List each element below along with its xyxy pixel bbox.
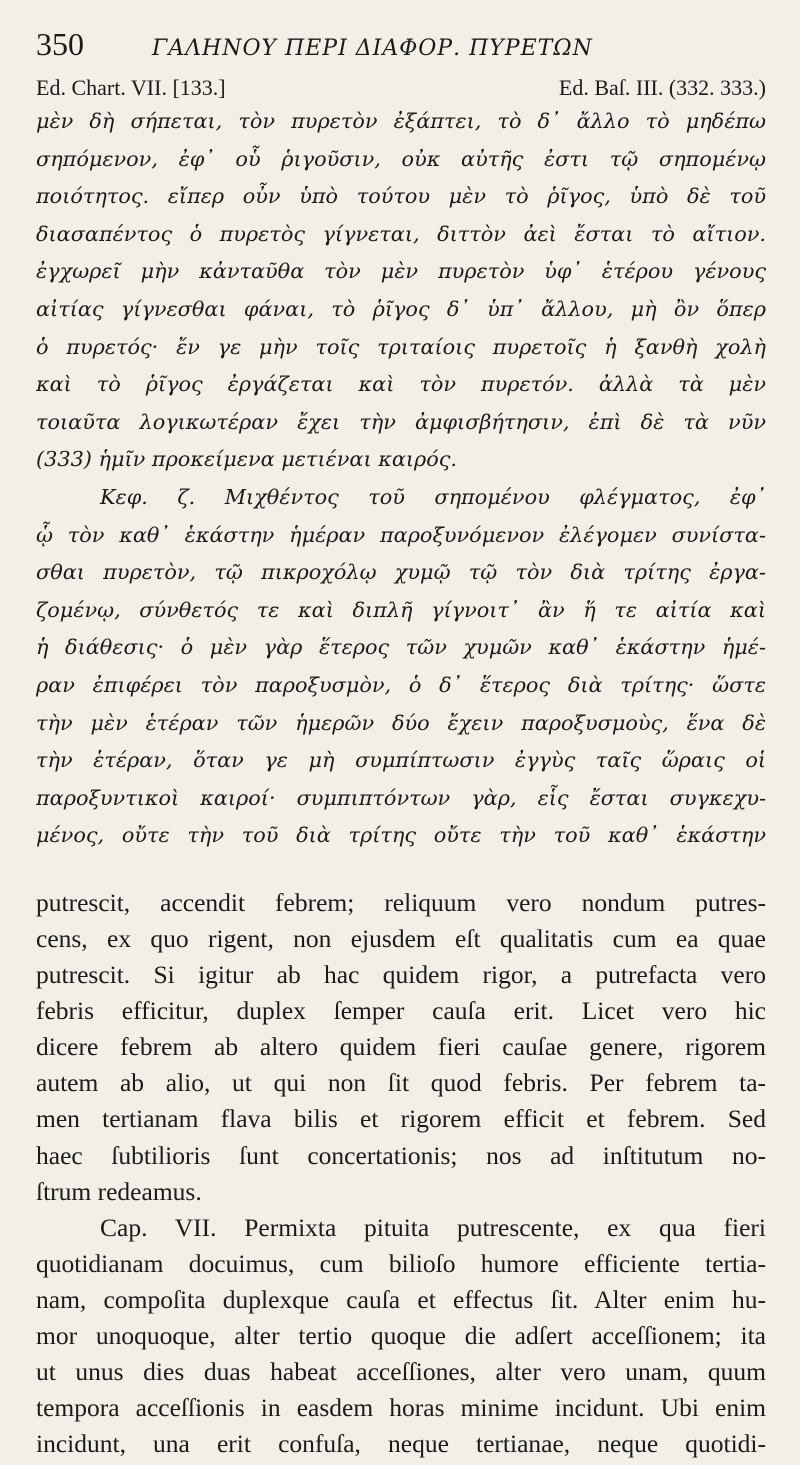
latin-line: ut unus dies duas habeat acceſſiones, alter vero unam, quum	[36, 1357, 766, 1387]
latin-line: ſtrum redeamus.	[36, 1176, 202, 1206]
latin-line: putrescit. Si igitur ab hac quidem rigor, a putrefacta vero	[36, 960, 766, 990]
greek-line: σηπόμενον, ἐφ᾽ οὗ ῥιγοῦσιν, οὐκ αὐτῆς ἐστι τῷ σηπομένῳ	[36, 146, 766, 171]
latin-line: haec ſubtilioris ſunt concertationis; nos ad inſtitutum no-	[36, 1140, 766, 1170]
greek-text-block	[36, 103, 766, 855]
edition-references	[36, 73, 766, 103]
greek-line: διασαπέντος ὁ πυρετὸς γίγνεται, διττὸν ἀεὶ ἔσται τὸ αἴτιον.	[36, 221, 766, 246]
latin-line: nam, compoſita duplexque cauſa et effectus ſit. Alter enim hu-	[36, 1284, 766, 1314]
latin-line: febris efficitur, duplex ſemper cauſa erit. Licet vero hic	[36, 996, 766, 1026]
greek-chapter-heading-line: Κεφ. ζ. Μιχθέντος τοῦ σηπομένου φλέγματος, ἐφ᾽	[100, 484, 766, 509]
greek-line: παροξυντικοὶ καιροί· συμπιπτόντων γὰρ, εἷς ἔσται συγκεχυ-	[36, 785, 766, 810]
greek-line: σθαι πυρετὸν, τῷ πικροχόλῳ χυμῷ τῷ τὸν διὰ τρίτης ἐργα-	[36, 560, 766, 585]
greek-line: μὲν δὴ σήπεται, τὸν πυρετὸν ἐξάπτει, τὸ δ᾽ ἄλλο τὸ μηδέπω	[36, 109, 766, 133]
latin-text-block	[36, 885, 766, 1463]
edition-right: Ed. Baſ. III. (332. 333.)	[558, 75, 766, 100]
greek-line: τοιαῦτα λογικωτέραν ἔχει τὴν ἀμφισβήτησιν, ἐπὶ δὲ τὰ νῦν	[36, 409, 766, 434]
greek-line: τὴν ἑτέραν, ὅταν γε μὴ συμπίπτωσιν ἐγγὺς ταῖς ὥραις οἱ	[36, 748, 766, 773]
greek-line: ᾧ τὸν καθ᾽ ἑκάστην ἡμέραν παροξυνόμενον ἐλέγομεν συνίστα-	[36, 522, 766, 547]
greek-line: ποιότητος. εἴπερ οὖν ὑπὸ τούτου μὲν τὸ ῥῖγος, ὑπὸ δὲ τοῦ	[36, 184, 766, 209]
latin-line: men tertianam flava bilis et rigorem efficit et febrem. Sed	[36, 1104, 766, 1134]
latin-line: tempora acceſſionis in easdem horas minime incidunt. Ubi enim	[36, 1393, 766, 1423]
greek-line: ζομένῳ, σύνθετός τε καὶ διπλῆ γίγνοιτ᾽ ἂν ἥ τε αἰτία καὶ	[36, 597, 766, 622]
latin-line: autem ab alio, ut qui non ſit quod febris. Per febrem ta-	[36, 1068, 766, 1098]
latin-chapter-heading-line: Cap. VII. Permixta pituita putrescente, ex qua fieri	[100, 1212, 766, 1242]
latin-line: incidunt, una erit confuſa, neque tertianae, neque quotidi-	[36, 1429, 766, 1459]
edition-left: Ed. Chart. VII. [133.]	[36, 75, 226, 100]
page-number: 350	[36, 26, 84, 62]
greek-line: μένος, οὔτε τὴν τοῦ διὰ τρίτης οὔτε τὴν τοῦ καθ᾽ ἑκάστην	[36, 823, 766, 848]
running-title: ΓΑΛΗΝΟΥ ΠΕΡΙ ΔΙΑΦΟΡ. ΠΥΡΕΤΩΝ	[152, 36, 593, 61]
latin-line: putrescit, accendit febrem; reliquum vero nondum putres-	[36, 887, 766, 917]
latin-line: quotidianam docuimus, cum bilioſo humore efficiente tertia-	[36, 1248, 766, 1278]
greek-line: (333) ἡμῖν προκείμενα μετιέναι καιρός.	[36, 447, 458, 472]
greek-line: τὴν μὲν ἑτέραν τῶν ἡμερῶν δύο ἔχειν παροξυσμοὺς, ἕνα δὲ	[36, 710, 766, 735]
running-head	[36, 16, 766, 72]
latin-line: cens, ex quo rigent, non ejusdem eſt qualitatis cum ea quae	[36, 923, 766, 953]
greek-line: ραν ἐπιφέρει τὸν παροξυσμὸν, ὁ δ᾽ ἕτερος διὰ τρίτης· ὥστε	[36, 672, 766, 697]
latin-line: mor unoquoque, alter tertio quoque die adſert acceſſionem; ita	[36, 1321, 766, 1350]
greek-line: ἡ διάθεσις· ὁ μὲν γὰρ ἕτερος τῶν χυμῶν καθ᾽ ἑκάστην ἡμέ-	[36, 635, 766, 660]
greek-line: ὁ πυρετός· ἔν γε μὴν τοῖς τριταίοις πυρετοῖς ἡ ξανθὴ χολὴ	[36, 334, 766, 359]
greek-line: ἐγχωρεῖ μὴν κἀνταῦθα τὸν μὲν πυρετὸν ὑφ᾽ ἑτέρου γένους	[36, 259, 766, 284]
greek-line: καὶ τὸ ῥῖγος ἐργάζεται καὶ τὸν πυρετόν. ἀλλὰ τὰ μὲν	[36, 372, 766, 397]
latin-line: dicere febrem ab altero quidem fieri cauſae genere, rigorem	[36, 1032, 766, 1062]
greek-line: αἰτίας γίγνεσθαι φάναι, τὸ ῥῖγος δ᾽ ὑπ᾽ ἄλλου, μὴ ὂν ὅπερ	[36, 296, 766, 321]
